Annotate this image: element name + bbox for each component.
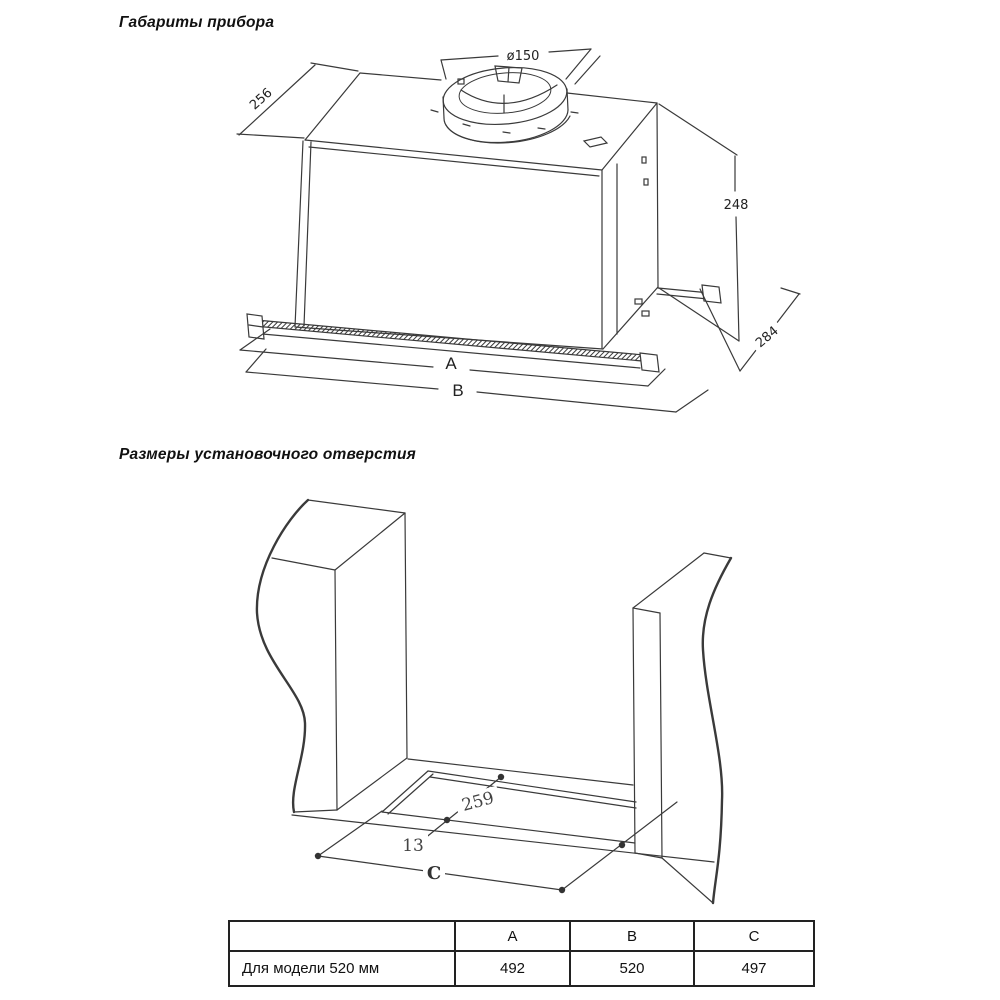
dimensions-table bbox=[228, 920, 815, 987]
left-cabinet-wall bbox=[257, 500, 407, 812]
cell-c: 497 bbox=[694, 951, 814, 986]
section-title-device-dimensions: Габариты прибора bbox=[119, 14, 275, 31]
label-cutout-width: C bbox=[426, 863, 442, 884]
duct-collar bbox=[431, 63, 578, 143]
cell-b: 520 bbox=[570, 951, 694, 986]
cabinet-shelf bbox=[292, 759, 714, 862]
cell-model: Для модели 520 мм bbox=[229, 951, 455, 986]
header-c: C bbox=[694, 921, 814, 951]
label-height: 248 bbox=[723, 198, 749, 213]
label-width-a: A bbox=[445, 354, 457, 373]
dim-height bbox=[659, 104, 739, 341]
installation-opening-drawing bbox=[257, 500, 731, 903]
table-header-row bbox=[229, 921, 814, 951]
top-connector-box bbox=[584, 137, 607, 147]
damper-flap bbox=[461, 85, 557, 103]
hood-side-face bbox=[603, 103, 658, 349]
device-dimensions-drawing bbox=[237, 49, 800, 412]
right-cabinet-wall bbox=[633, 553, 731, 903]
header-b: B bbox=[570, 921, 694, 951]
label-width-b: B bbox=[452, 381, 464, 400]
table-row bbox=[229, 951, 814, 986]
label-cutout-depth: 259 bbox=[459, 788, 497, 816]
header-a: A bbox=[455, 921, 570, 951]
mounting-rails bbox=[247, 285, 721, 372]
cutout-hole bbox=[382, 771, 636, 843]
label-duct-diameter: ø150 bbox=[506, 49, 540, 64]
hood-top-face bbox=[305, 73, 657, 176]
label-front-offset: 13 bbox=[402, 836, 424, 856]
break-line-left bbox=[257, 500, 308, 812]
label-top-depth: 256 bbox=[247, 85, 276, 114]
section-title-installation-opening: Размеры установочного отверстия bbox=[119, 446, 416, 463]
header-empty bbox=[229, 921, 455, 951]
label-base-depth: 284 bbox=[752, 323, 782, 352]
break-line-right bbox=[703, 558, 731, 903]
cell-a: 492 bbox=[455, 951, 570, 986]
